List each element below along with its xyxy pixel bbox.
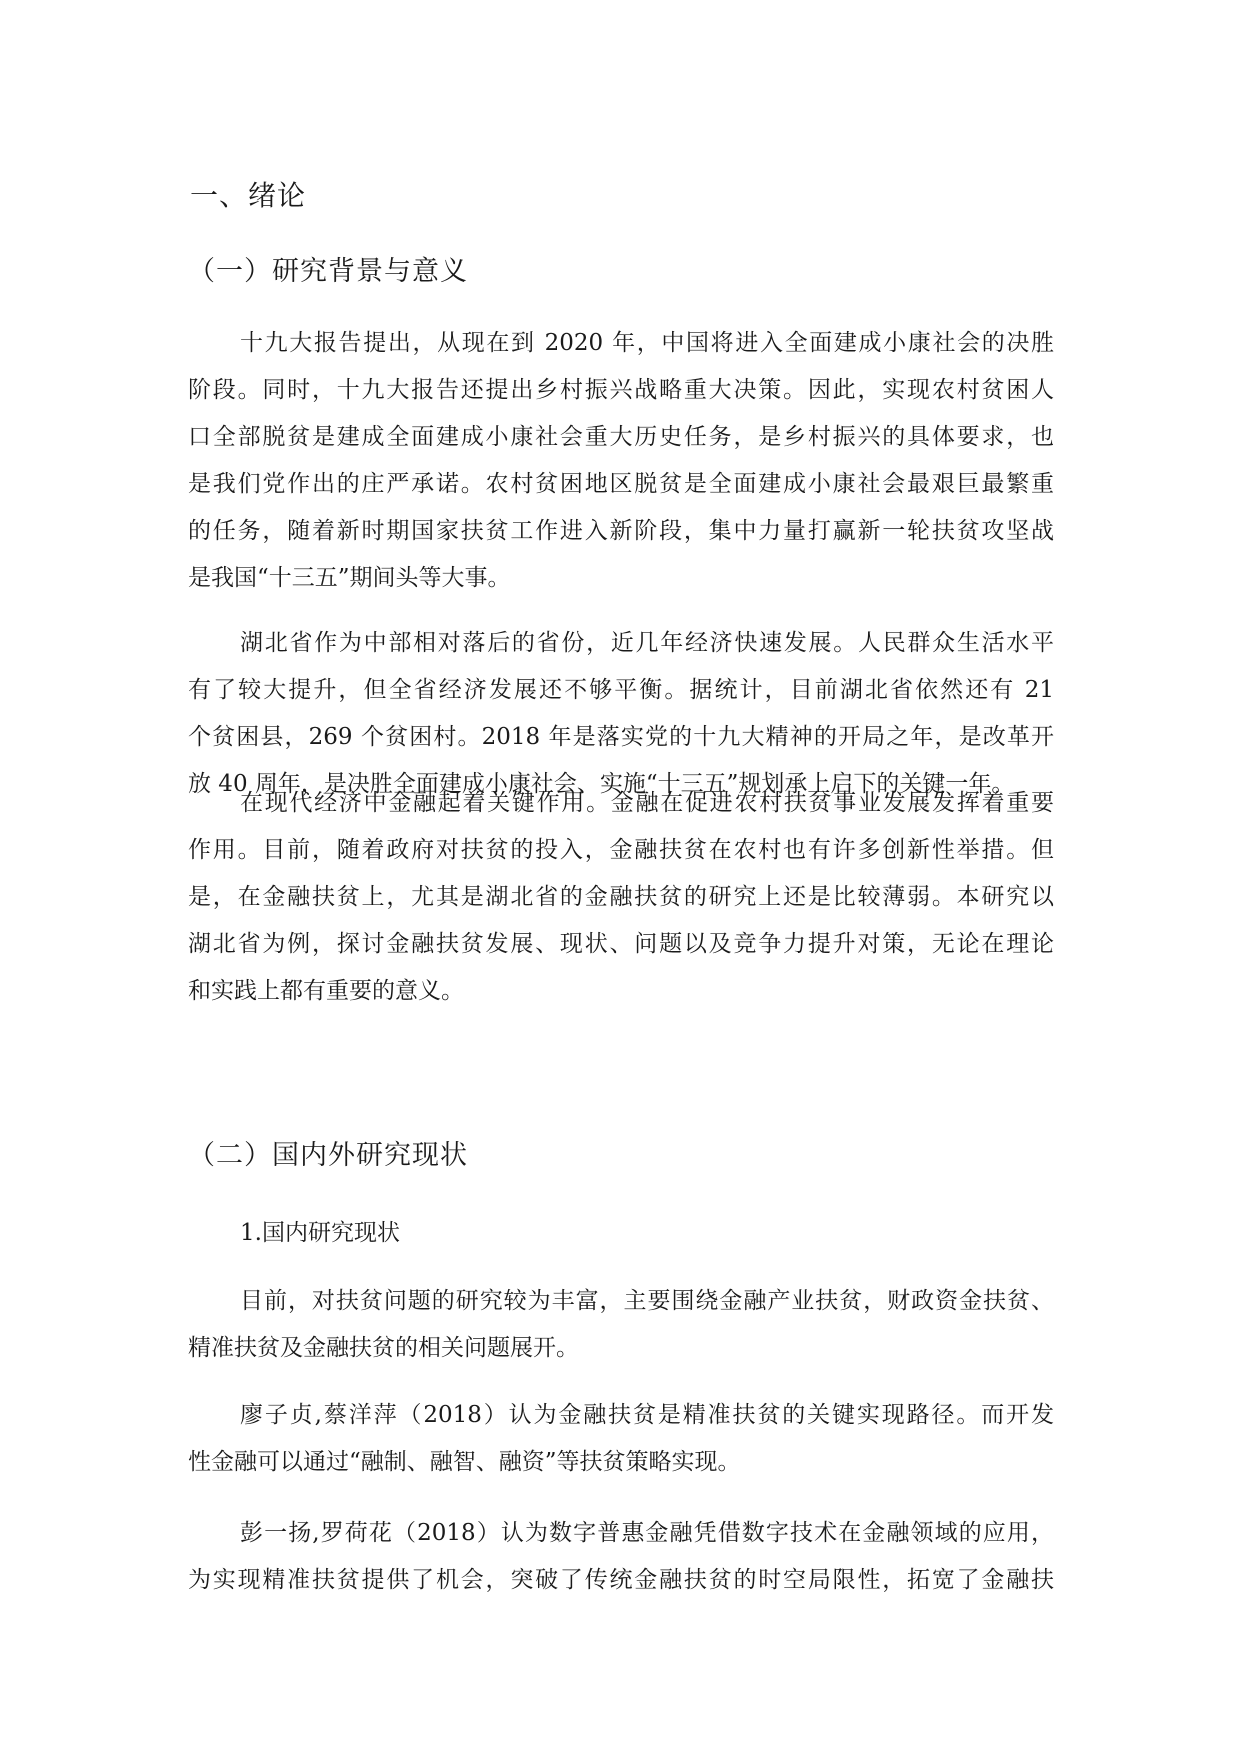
paragraph-line: 湖北省为例，探讨金融扶贫发展、现状、问题以及竞争力提升对策，无论在理论 — [188, 931, 1054, 957]
paragraph-line: 口全部脱贫是建成全面建成小康社会重大历史任务，是乡村振兴的具体要求，也 — [188, 424, 1054, 450]
paragraph-domestic-1 — [188, 1278, 1054, 1372]
paragraph-line: 放 40 周年，是决胜全面建成小康社会、实施“十三五”规划承上启下的关键一年。 — [188, 771, 1015, 797]
paragraph-domestic-3 — [188, 1510, 1054, 1604]
paragraph-background-1 — [188, 320, 1054, 602]
paragraph-line: 目前，对扶贫问题的研究较为丰富，主要围绕金融产业扶贫，财政资金扶贫、 — [240, 1288, 1054, 1314]
paragraph-line: 和实践上都有重要的意义。 — [188, 978, 464, 1004]
paragraph-line: 是我们党作出的庄严承诺。农村贫困地区脱贫是全面建成小康社会最艰巨最繁重 — [188, 471, 1054, 497]
subheading-domestic-research: 1.国内研究现状 — [240, 1220, 400, 1246]
paragraph-line: 有了较大提升，但全省经济发展还不够平衡。据统计，目前湖北省依然还有 21 — [188, 677, 1054, 703]
subsection-title-research-status: （二）国内外研究现状 — [188, 1140, 468, 1171]
paragraph-line: 精准扶贫及金融扶贫的相关问题展开。 — [188, 1335, 579, 1361]
paragraph-line: 廖子贞,蔡洋萍（2018）认为金融扶贫是精准扶贫的关键实现路径。而开发 — [240, 1402, 1054, 1428]
paragraph-line: 彭一扬,罗荷花（2018）认为数字普惠金融凭借数字技术在金融领域的应用， — [240, 1520, 1054, 1546]
paragraph-line: 为实现精准扶贫提供了机会，突破了传统金融扶贫的时空局限性，拓宽了金融扶 — [188, 1567, 1054, 1593]
paragraph-line: 性金融可以通过“融制、融智、融资”等扶贫策略实现。 — [188, 1449, 741, 1475]
paragraph-line: 阶段。同时，十九大报告还提出乡村振兴战略重大决策。因此，实现农村贫困人 — [188, 377, 1054, 403]
section-title: 一、绪论 — [190, 179, 307, 212]
paragraph-line: 是，在金融扶贫上，尤其是湖北省的金融扶贫的研究上还是比较薄弱。本研究以 — [188, 884, 1054, 910]
paragraph-line: 湖北省作为中部相对落后的省份，近几年经济快速发展。人民群众生活水平 — [240, 630, 1054, 656]
paragraph-background-3 — [188, 780, 1054, 1015]
paragraph-line: 在现代经济中金融起着关键作用。金融在促进农村扶贫事业发展发挥着重要 — [240, 790, 1054, 816]
paragraph-line: 十九大报告提出，从现在到 2020 年，中国将进入全面建成小康社会的决胜 — [240, 330, 1054, 356]
subsection-title-research-background: （一）研究背景与意义 — [188, 256, 468, 287]
paragraph-line: 是我国“十三五”期间头等大事。 — [188, 565, 511, 591]
paragraph-domestic-2 — [188, 1392, 1054, 1486]
paragraph-line: 作用。目前，随着政府对扶贫的投入，金融扶贫在农村也有许多创新性举措。但 — [188, 837, 1054, 863]
paragraph-line: 的任务，随着新时期国家扶贫工作进入新阶段，集中力量打赢新一轮扶贫攻坚战 — [188, 518, 1054, 544]
paragraph-line: 个贫困县，269 个贫困村。2018 年是落实党的十九大精神的开局之年，是改革开 — [188, 724, 1054, 750]
